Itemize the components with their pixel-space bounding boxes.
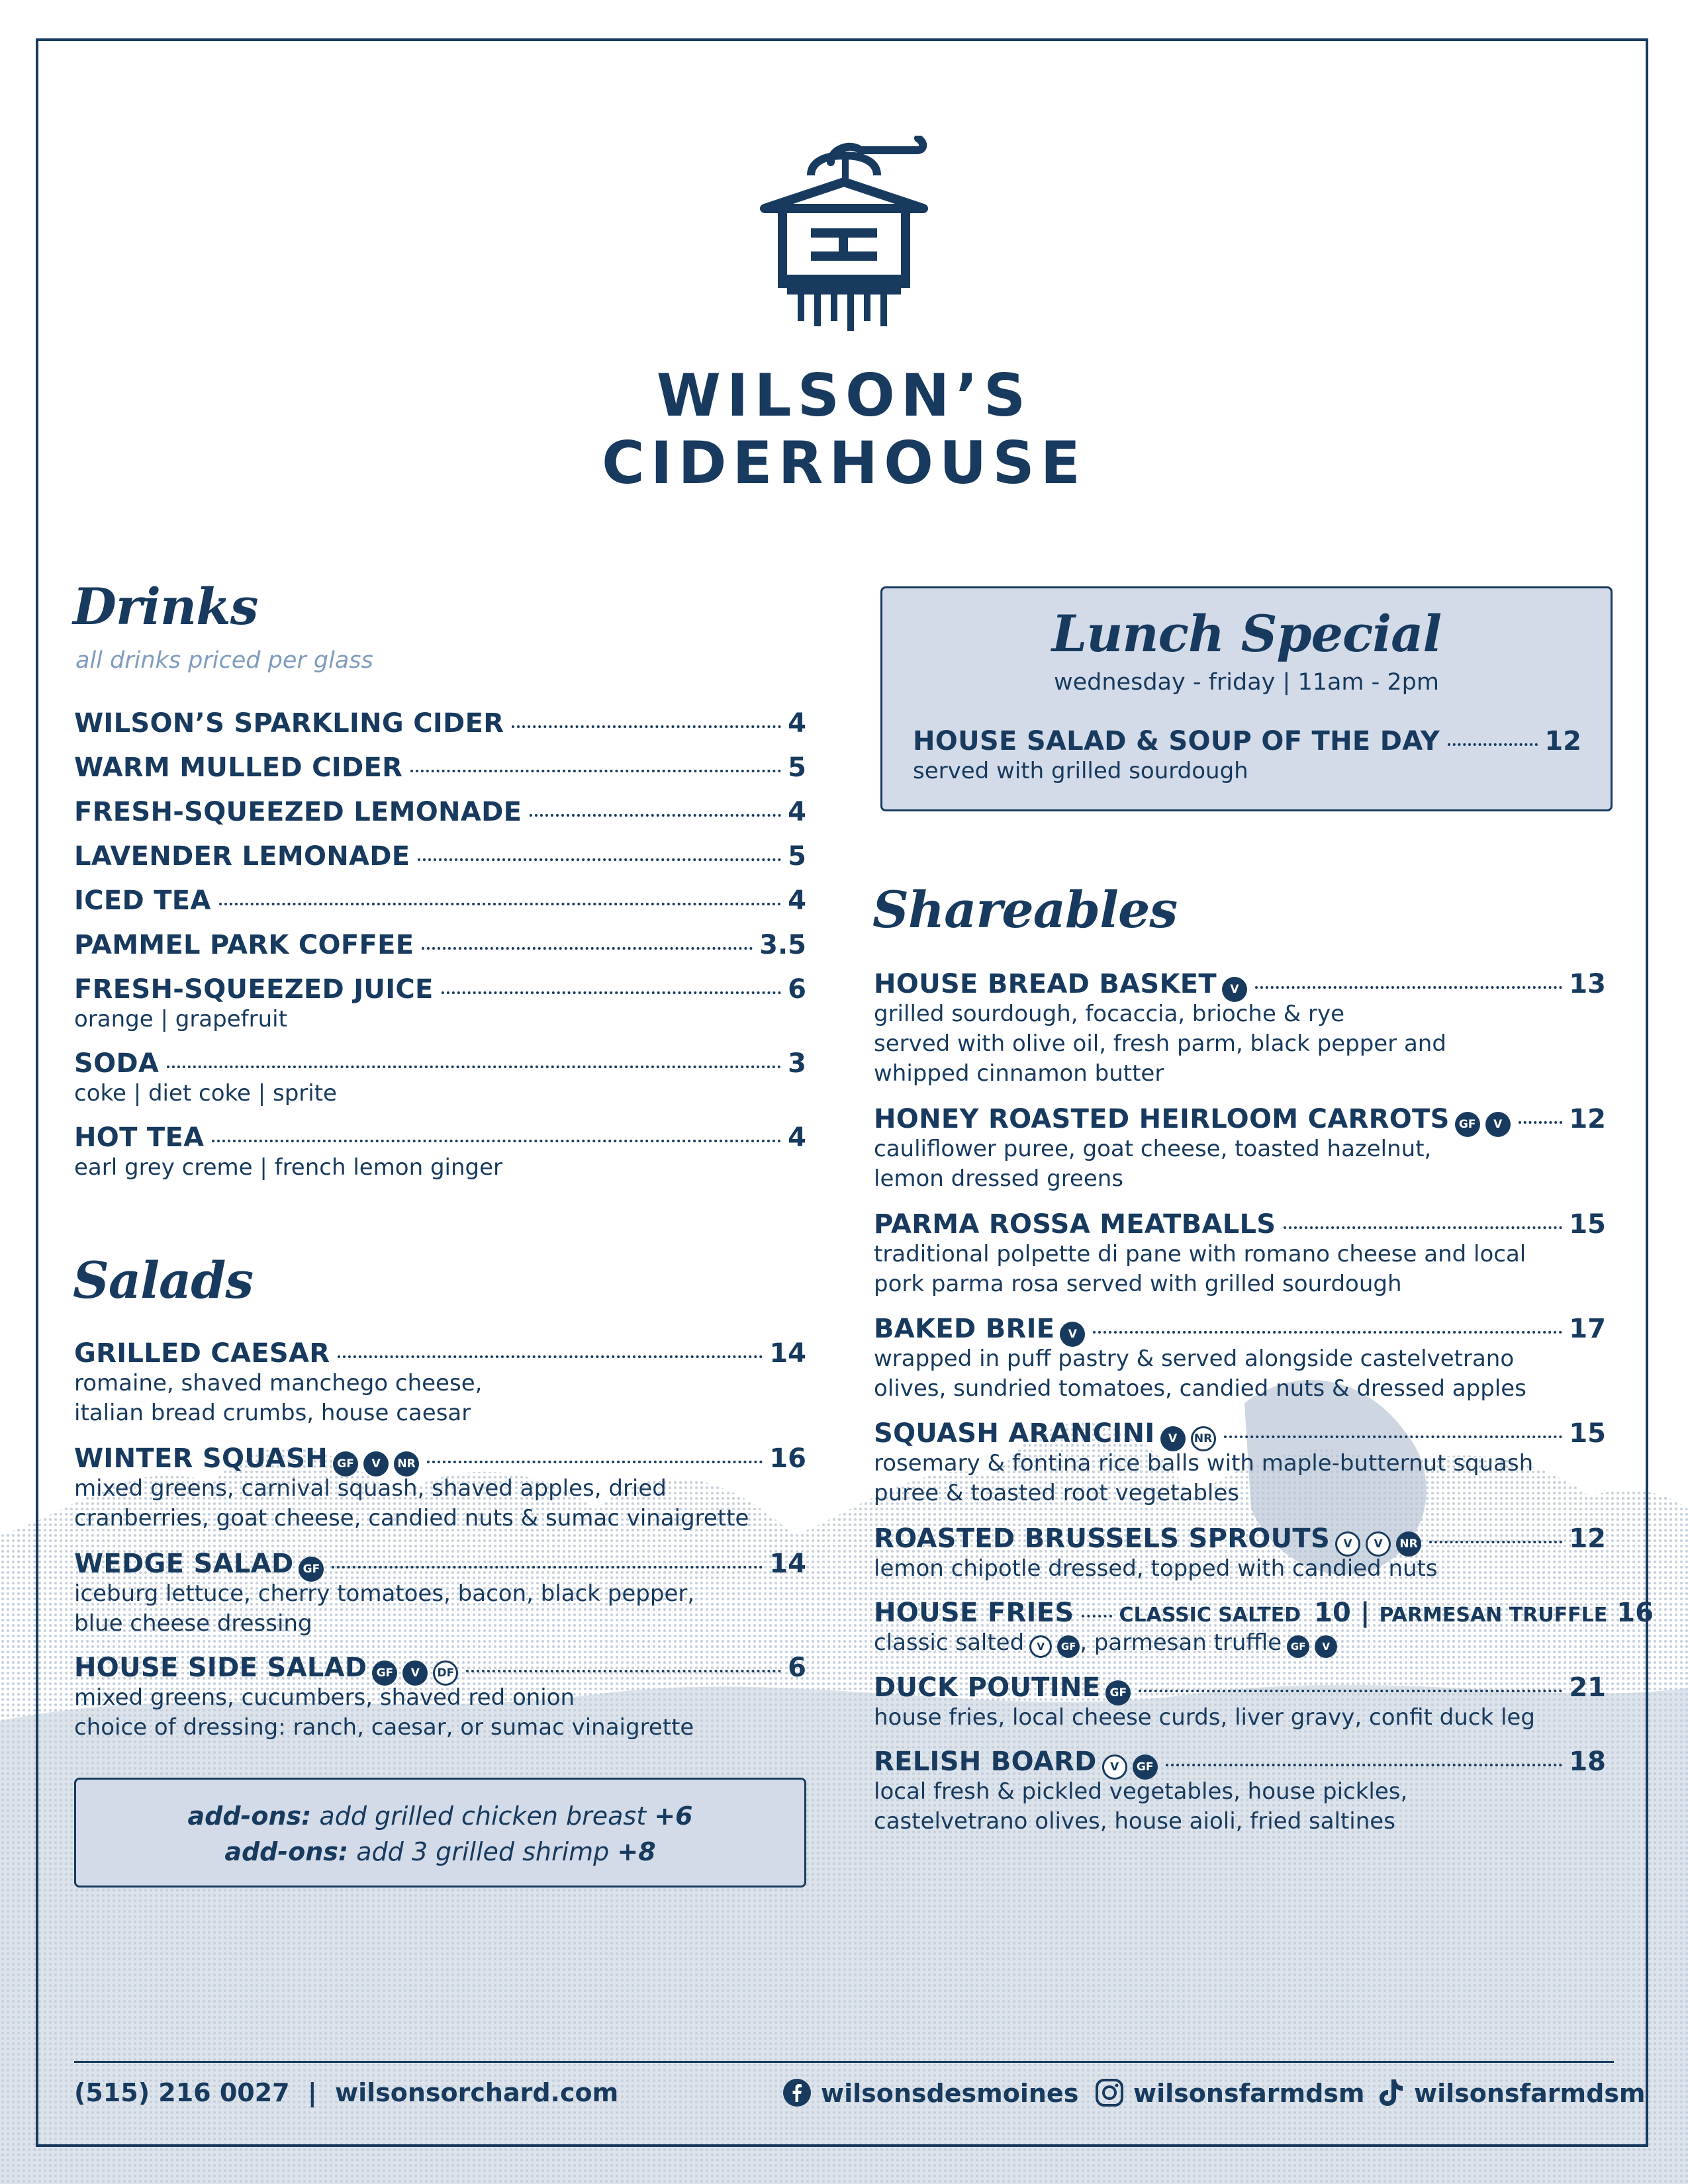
lunch-special-heading: Lunch Special — [1051, 604, 1442, 663]
menu-item — [874, 1104, 1606, 1194]
item-name: WARM MULLED CIDER — [74, 752, 403, 783]
v-badge: V — [1102, 1754, 1127, 1780]
item-price: 16 — [769, 1443, 806, 1474]
item-description: lemon dressed greens — [874, 1165, 1124, 1192]
gf-badge: GF — [1133, 1754, 1158, 1780]
menu-item — [913, 726, 1581, 786]
gf-badge: GF — [1287, 1635, 1309, 1658]
item-description: grilled sourdough, focaccia, brioche & rye — [874, 1001, 1345, 1027]
v-badge: V — [363, 1451, 389, 1477]
item-description: iceburg lettuce, cherry tomatoes, bacon, black pepper, — [74, 1580, 695, 1607]
gf-badge: GF — [333, 1451, 358, 1477]
fries-option-label: PARMESAN TRUFFLE — [1379, 1604, 1608, 1627]
separator: | — [1360, 1598, 1370, 1628]
menu-item — [74, 974, 806, 1034]
menu-item — [74, 930, 806, 960]
item-description: served with olive oil, fresh parm, black pepper and — [874, 1030, 1446, 1057]
menu-item — [874, 1418, 1606, 1508]
menu-item — [74, 708, 806, 739]
item-description: mixed greens, cucumbers, shaved red onion — [74, 1684, 575, 1711]
cider-press-icon — [751, 136, 937, 334]
drinks-heading: Drinks — [73, 577, 258, 636]
item-price: 3.5 — [759, 930, 806, 960]
item-description: served with grilled sourdough — [913, 758, 1248, 784]
v-badge: V — [1335, 1531, 1360, 1557]
df-badge: DF — [433, 1661, 458, 1686]
v-badge: V — [1366, 1531, 1391, 1557]
menu-item-house-fries — [874, 1598, 1654, 1658]
item-name: WEDGE SALAD — [74, 1549, 294, 1579]
item-description: cauliflower puree, goat cheese, toasted hazelnut, — [874, 1136, 1432, 1162]
item-description: lemon chipotle dressed, topped with candied nuts — [874, 1555, 1438, 1582]
item-description: pork parma rosa served with grilled sourdough — [874, 1271, 1402, 1297]
item-name: DUCK POUTINE — [874, 1672, 1101, 1703]
addons-box — [74, 1778, 806, 1888]
item-price: 5 — [788, 841, 806, 872]
v-badge: V — [1160, 1426, 1186, 1451]
item-description: blue cheese dressing — [74, 1610, 312, 1637]
item-name: HOT TEA — [74, 1122, 205, 1153]
item-name: HONEY ROASTED HEIRLOOM CARROTS — [874, 1104, 1450, 1134]
item-price: 4 — [788, 886, 806, 916]
item-price: 17 — [1569, 1314, 1606, 1344]
item-price: 16 — [1617, 1598, 1654, 1628]
item-price: 4 — [788, 797, 806, 827]
item-description: italian bread crumbs, house caesar — [74, 1400, 471, 1426]
menu-item — [74, 1653, 806, 1743]
v-badge: V — [1222, 977, 1247, 1002]
item-price: 12 — [1569, 1524, 1606, 1554]
item-name: PARMA ROSSA MEATBALLS — [874, 1209, 1276, 1240]
item-name: HOUSE BREAD BASKET — [874, 969, 1217, 999]
footer-contact: (515) 216 0027 | wilsonsorchard.com — [74, 2078, 619, 2107]
item-price: 15 — [1569, 1418, 1606, 1449]
nr-badge: NR — [394, 1451, 419, 1477]
item-description: orange | grapefruit — [74, 1006, 287, 1032]
item-name: GRILLED CAESAR — [74, 1338, 330, 1369]
gf-badge: GF — [1455, 1112, 1480, 1137]
menu-item — [874, 1747, 1606, 1837]
tiktok-icon — [1378, 2078, 1405, 2107]
phone-number[interactable]: (515) 216 0027 — [74, 2078, 290, 2107]
item-description: house fries, local cheese curds, liver gravy, confit duck leg — [874, 1704, 1535, 1731]
lunch-special-box — [880, 586, 1613, 811]
drinks-note: all drinks priced per glass — [75, 647, 373, 674]
menu-item — [74, 1122, 806, 1183]
menu-item — [874, 1314, 1606, 1404]
instagram-link[interactable]: wilsonsfarmdsm — [1095, 2078, 1364, 2108]
item-price: 14 — [769, 1549, 806, 1579]
item-description: earl grey creme | french lemon ginger — [74, 1154, 503, 1181]
item-name: HOUSE SALAD & SOUP OF THE DAY — [913, 726, 1440, 756]
item-description: romaine, shaved manchego cheese, — [74, 1370, 483, 1396]
instagram-icon — [1095, 2078, 1124, 2107]
item-name: LAVENDER LEMONADE — [74, 841, 410, 872]
brand-line1: WILSON’S — [656, 361, 1032, 430]
item-price: 12 — [1544, 726, 1581, 756]
nr-badge: NR — [1191, 1426, 1216, 1451]
item-description: traditional polpette di pane with romano cheese and local — [874, 1241, 1526, 1267]
item-price: 5 — [788, 752, 806, 783]
item-name: WILSON’S SPARKLING CIDER — [74, 708, 504, 739]
item-description: mixed greens, carnival squash, shaved apples, dried — [74, 1475, 667, 1502]
item-name: RELISH BOARD — [874, 1747, 1097, 1777]
item-name: HOUSE FRIES — [874, 1598, 1074, 1628]
shareables-heading: Shareables — [872, 880, 1178, 939]
gf-badge: GF — [372, 1661, 397, 1686]
item-name: FRESH-SQUEEZED JUICE — [74, 974, 434, 1005]
tiktok-link[interactable]: wilsonsfarmdsm — [1378, 2078, 1645, 2108]
item-price: 3 — [788, 1048, 806, 1079]
menu-item — [74, 1338, 806, 1428]
v-badge: V — [402, 1661, 428, 1686]
item-description: classic salted V GF , parmesan truffle GF V — [874, 1628, 1606, 1658]
menu-item — [74, 841, 806, 872]
menu-item — [874, 1672, 1606, 1733]
menu-item — [74, 1048, 806, 1109]
item-price: 18 — [1569, 1747, 1606, 1777]
item-name: WINTER SQUASH — [74, 1443, 328, 1474]
item-description: rosemary & fontina rice balls with maple-butternut squash — [874, 1450, 1534, 1477]
item-price: 4 — [788, 1122, 806, 1153]
item-price: 15 — [1569, 1209, 1606, 1240]
item-price: 6 — [788, 974, 806, 1005]
gf-badge: GF — [1105, 1680, 1131, 1706]
v-badge: V — [1485, 1112, 1511, 1137]
facebook-link[interactable]: wilsonsdesmoines — [782, 2078, 1078, 2108]
menu-item — [874, 969, 1606, 1089]
gf-badge: GF — [1057, 1635, 1080, 1658]
nr-badge: NR — [1396, 1531, 1421, 1557]
website-link[interactable]: wilsonsorchard.com — [334, 2078, 619, 2107]
addon-line: add-ons: add grilled chicken breast +6 — [187, 1801, 693, 1831]
lunch-special-schedule: wednesday - friday | 11am - 2pm — [1054, 669, 1439, 696]
gf-badge: GF — [299, 1557, 324, 1582]
item-name: FRESH-SQUEEZED LEMONADE — [74, 797, 522, 827]
facebook-icon — [782, 2078, 812, 2107]
item-description: cranberries, goat cheese, candied nuts & sumac vinaigrette — [74, 1505, 749, 1531]
item-price: 4 — [788, 708, 806, 739]
item-name: PAMMEL PARK COFFEE — [74, 930, 414, 960]
brand-line2: CIDERHOUSE — [602, 429, 1086, 497]
v-badge: V — [1060, 1322, 1085, 1347]
menu-item — [74, 1443, 806, 1533]
addon-line: add-ons: add 3 grilled shrimp +8 — [224, 1837, 656, 1866]
item-description: choice of dressing: ranch, caesar, or sumac vinaigrette — [74, 1714, 694, 1741]
menu-item — [74, 752, 806, 783]
item-description: coke | diet coke | sprite — [74, 1080, 337, 1107]
item-price: 10 — [1314, 1598, 1351, 1628]
item-description: olives, sundried tomatoes, candied nuts & dressed apples — [874, 1375, 1526, 1402]
item-price: 21 — [1569, 1672, 1606, 1703]
item-description: puree & toasted root vegetables — [874, 1480, 1239, 1506]
v-badge: V — [1029, 1635, 1052, 1658]
item-description: castelvetrano olives, house aioli, fried saltines — [874, 1808, 1395, 1835]
item-name: BAKED BRIE — [874, 1314, 1055, 1344]
item-name: ROASTED BRUSSELS SPROUTS — [874, 1524, 1331, 1554]
menu-item — [874, 1209, 1606, 1299]
item-description: local fresh & pickled vegetables, house pickles, — [874, 1778, 1408, 1805]
item-name: SODA — [74, 1048, 160, 1079]
salads-heading: Salads — [73, 1251, 254, 1310]
item-price: 14 — [769, 1338, 806, 1369]
fries-option-label: CLASSIC SALTED — [1119, 1604, 1301, 1627]
menu-item — [74, 1549, 806, 1639]
item-price: 13 — [1569, 969, 1606, 999]
menu-item — [74, 797, 806, 827]
item-price: 6 — [788, 1653, 806, 1683]
item-description: whipped cinnamon butter — [874, 1060, 1164, 1087]
item-price: 12 — [1569, 1104, 1606, 1134]
item-name: HOUSE SIDE SALAD — [74, 1653, 367, 1683]
v-badge: V — [1315, 1635, 1337, 1658]
footer-divider — [74, 2061, 1614, 2063]
menu-item — [74, 886, 806, 916]
item-description: wrapped in puff pastry & served alongside castelvetrano — [874, 1345, 1515, 1372]
item-name: ICED TEA — [74, 886, 211, 916]
menu-item — [874, 1524, 1606, 1584]
item-name: SQUASH ARANCINI — [874, 1418, 1155, 1449]
